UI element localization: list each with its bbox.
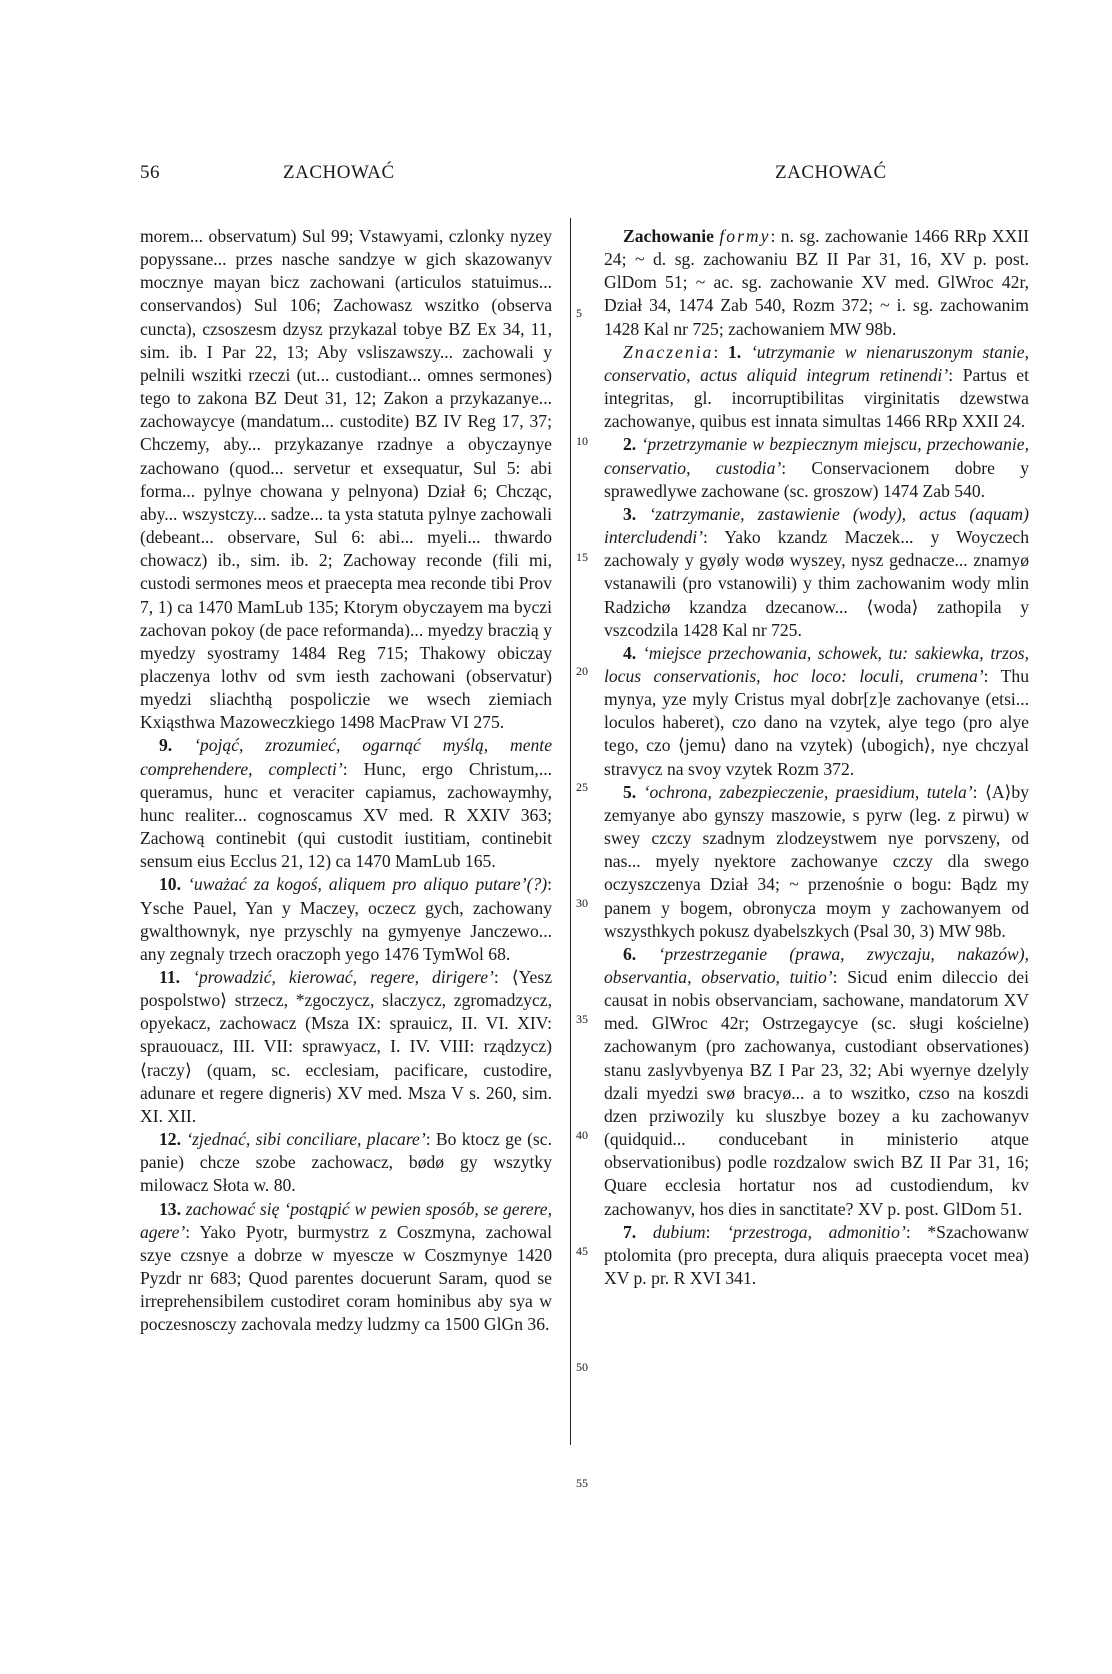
line-number: 25 [576,780,588,794]
line-number: 40 [576,1128,588,1142]
sense-4: 4. ‘miejsce przechowania, schowek, tu: sakiewka, trzos, locus conservationis, hoc loco: loculi, crumena’: Thu mynya, yze myly Cristus myal dobr[z]e zachovanye (etsi... loculos haberet), czo dano na vzytek, alye tego (pro alye tego, czo ⟨jemu⟩ dano na vzytek) ⟨ubogich⟩, nye chczyal stravycz na svoy vzytek Rozm 372. [604,642,1029,779]
sense-7: 7. dubium: ‘przestroga, admonitio’: *Szachowanw ptolomita (pro precepta, dura aliquis praecepta vocet mea) XV p. pr. R XVI 341. [604,1221,1029,1289]
right-column [604,225,1029,1290]
sense-10: 10. ‘uważać za kogoś, aliquem pro aliquo putare’(?): Ysche Pauel, Yan y Maczey, oczecz gych, zachowany gwalthownyk, nye przyschly na gymyenye Janczewo... any zegnaly trzech oraczoph yego 1476 TymWol 68. [140,874,552,964]
sense-13: 13. zachować się ‘postąpić w pewien sposób, se gerere, agere’: Yako Pyotr, burmystrz z Coszmyna, zachowal szye czsnye a dobrze w myescze w Coszmynye 1420 Pyzdr nr 683; Quod parentes docuerunt Saram, quod se irreprehensibilem custodiret coram hominibus aby sya w poczesnosczy zachovala medzy ludzmy ca 1500 GlGn 36. [140,1198,552,1335]
sense-9: 9. ‘pojąć, zrozumieć, ogarnąć myślą, mente comprehendere, complecti’: Hunc, ergo Christum,... queramus, hunc et veraciter capiamus, zachowaymhy, hunc realiter... cognoscamus XV med. R XXIV 363; Zachową continebit (qui custodit iustitiam, continebit sensum eius Ecclus 21, 12) ca 1470 MamLub 165. [140,735,553,872]
line-number: 35 [576,1012,588,1026]
running-head-left: ZACHOWAĆ [283,162,395,183]
sense-1: Znaczenia: 1. ‘utrzymanie w nienaruszonym stanie, conservatio, actus aliquid integrum retinendi’: Partus et integritas, gl. incorruptibilitas virginitatis dzewstwa zachowanye, quibus est innata simultas 1466 RRp XXII 24. [604,341,1029,432]
running-head-right: ZACHOWAĆ [775,162,887,183]
sense-5: 5. ‘ochrona, zabezpieczenie, praesidium, tutela’: ⟨A⟩by zemyanye abo gynszy maszowie, s pyrw (leg. z pirwu) w swey czczy szadnym zlodzeystwem nye porvszeny, od nas... myely nyektore zachowanye czczy dla swego oczyszczenya Dział 34; ~ przenośnie o bogu: Bądz my panem y bogem, obronycza moym y zachowanyem od wszysthkych pokusz dyabelszkych (Psal 30, 3) MW 98b. [604,781,1029,941]
entry-continuation: morem... observatum) Sul 99; Vstawyami, czlonky nyzey popyssane... przes nasche sandzye w gich skazowanyv mocznye mayan bicz zachowani (articulos statuimus... conservandos) Sul 106; Zachowasz wszitko (observa cuncta), czsoszesm dzysz przykazal tobye BZ Ex 34, 11, sim. ib. I Par 22, 13; Aby vsliszawszy... zachowali y pelnili wszitki rzeczi (ut... custodiant... omnes sermones) tego to zakona BZ Deut 31, 12; Zakon a przykazanye... zachowaycye (mandatum... custodite) BZ IV Reg 17, 37; Chczemy, aby... przykazanye rzadnye a obyczaynye zachowano (quod... servetur et exsequatur, Sul 5: abi forma... pylnye chowana y pelnyona) Dział 6; Chcząc, aby... wszystczy... sadze... ta ysta statuta pylnye zachowali (debeant... observare, Sul 6: abi... myeli... thwardo chowacz) ib., sim. ib. 2; Zachoway reconde (fili mi, custodi sermones meos et praecepta mea reconde tibi Prov 7, 1) ca 1470 MamLub 135; Ktorym obyczayem ma byczi zachovan pokoy (de pace reformanda)... myedzy braczią y myedzy syostramy 1484 Reg 715; Thakowy obiczay placzenya lothv od svm iesth zachowani (observatur) myedzi sliachthą pospoliczie we wsech ziemiach Kxiąsthwa Mazoweczkiego 1498 MacPraw VI 275. [140,226,552,733]
entry-header: Zachowanie formy: n. sg. zachowanie 1466 RRp XXII 24; ~ d. sg. zachowaniu BZ II Par 31, 16, XV p. post. GlDom 51; ~ ac. sg. zachowanie XV med. GlWroc 42r, Dział 34, 1474 Zab 540, Rozm 372; ~ i. sg. zachowanim 1428 Kal nr 725; zachowaniem MW 98b. [604,226,1029,339]
sense-2: 2. ‘przetrzymanie w bezpiecznym miejscu, przechowanie, conservatio, custodia’: Conservacionem dobre y sprawedlywe zachowane (sc. groszow) 1474 Zab 540. [604,434,1029,501]
left-column [140,225,552,1337]
line-number: 10 [576,434,588,448]
line-number: 45 [576,1244,588,1258]
sense-3: 3. ‘zatrzymanie, zastawienie (wody), actus (aquam) intercludendi’: Yako kzandz Maczek... y Woyczech zachowaly y gyøly wodø wyszey, nysz gednacze... znamyø vstanawili (pro vstanowili) y thim zachowanim wody mlin Radzichø kzandza dzecanow... ⟨woda⟩ zathopila y vszcodzila 1428 Kal nr 725. [604,503,1029,640]
line-number: 30 [576,896,588,910]
sense-6: 6. ‘przestrzeganie (prawa, zwyczaju, nakazów), observantia, observatio, tuitio’: Sicud enim dileccio dei causat in nobis observanciam, sachowane, mandatorum XV med. GlWroc 42r; Ostrzegaycye (sc. sługi kościelne) zachowanym (pro zachowanya, custodiant observationes) stanu zaslyvbyenya BZ I Par 23, 32; Abi wyernye dzelyly dzali myedzi swø bracyø... a to wszitko, czso na koszdi dzen prziwozily ku sluszbye bozey a ku zachowanyv (quidquid... conducebant in ministerio atque observationibus) podle rozdzalow swich BZ II Par 31, 16; Quare ecclesia hortatur nos ad custodiendum, kv zachowanyv, hos dies in sanctitate? XV p. post. GlDom 51. [604,943,1029,1219]
line-number: 15 [576,550,588,564]
line-number: 55 [576,1476,588,1490]
line-number: 20 [576,664,588,678]
line-number: 50 [576,1360,588,1374]
sense-12: 12. ‘zjednać, sibi conciliare, placare’: Bo ktocz ge (sc. panie) chcze szobe zachowacz, bødø gy wszytky milowacz Słota w. 80. [140,1129,552,1196]
sense-11: 11. ‘prowadzić, kierować, regere, dirigere’: ⟨Yesz pospolstwo⟩ strzecz, *zgoczycz, slaczycz, zgromadzycz, opyekacz, zachowacz (Msza IX: sprauicz, II. VI. XIV: sprauouacz, III. VII: sprawyacz, I. IV. VIII: rządzycz) ⟨raczy⟩ (quam, sc. ecclesiam, pacificare, custodire, adunare et regere digneris) XV med. Msza V s. 260, sim. XI. XII. [140,967,552,1126]
column-divider [570,218,571,1445]
page-number: 56 [140,162,160,183]
line-number: 5 [576,306,582,320]
headword: Zachowanie [623,226,714,246]
